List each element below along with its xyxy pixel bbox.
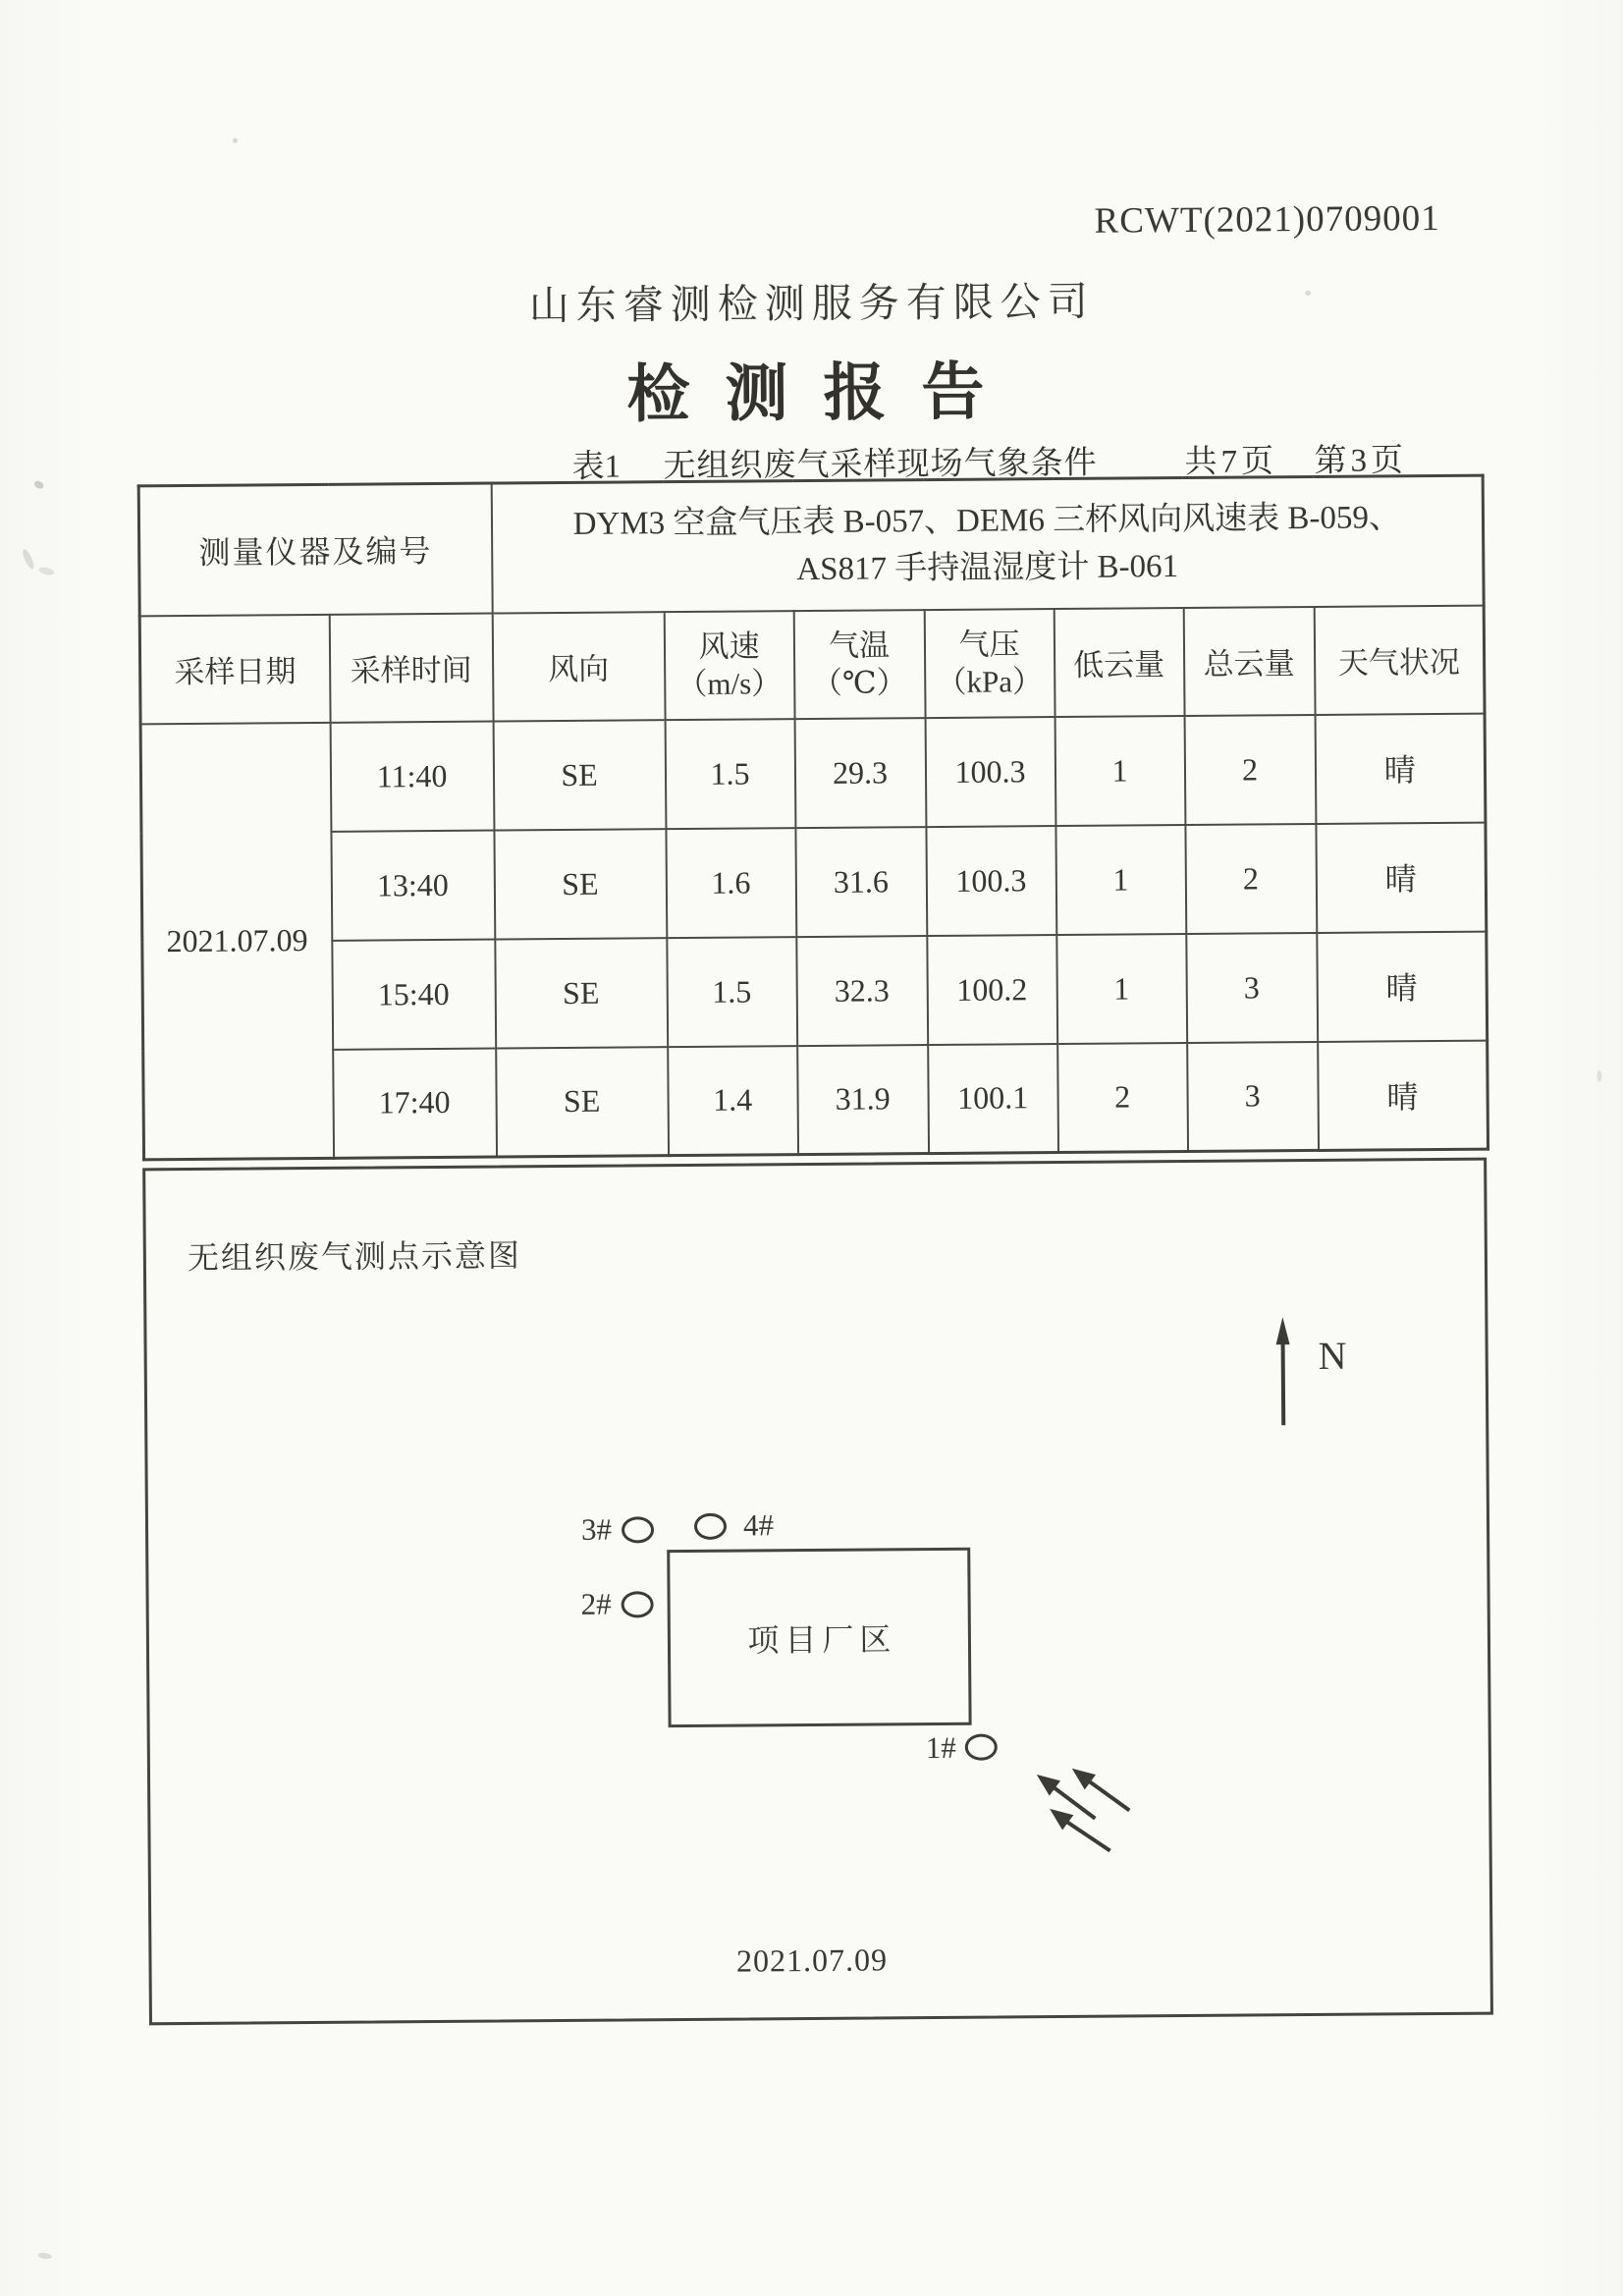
table-row [143, 1040, 1488, 1160]
cell-low-cloud: 1 [1056, 933, 1187, 1043]
col-header-low-cloud: 低云量 [1054, 608, 1184, 717]
scan-speck [21, 548, 35, 571]
cell-temp: 32.3 [796, 936, 928, 1046]
instrument-label-cell: 测量仪器及编号 [138, 483, 492, 616]
weather-conditions-table [137, 474, 1489, 1162]
scan-speck [33, 479, 45, 490]
instrument-value-cell [491, 475, 1484, 613]
col-header-temp: 气温 （℃） [793, 610, 925, 719]
cell-wind-dir: SE [495, 938, 668, 1048]
col-header-date: 采样日期 [139, 614, 330, 724]
col-header-wind-speed: 风速 （m/s） [664, 611, 794, 720]
table-caption-text: 无组织废气采样现场气象条件 [663, 445, 1098, 485]
cell-total-cloud: 2 [1185, 823, 1317, 933]
point-2-label: 2# [580, 1586, 612, 1621]
total-pages-label: 共7页 [1184, 444, 1278, 480]
cell-temp: 29.3 [794, 718, 926, 828]
cell-temp: 31.9 [797, 1045, 929, 1155]
site-label: 项目厂区 [747, 1620, 897, 1659]
scan-speck [38, 2252, 53, 2260]
scan-speck [38, 566, 55, 576]
instrument-row [138, 475, 1484, 616]
point-4-marker [694, 1513, 727, 1540]
point-3-label: 3# [580, 1511, 613, 1547]
cell-total-cloud: 2 [1184, 714, 1316, 824]
instrument-line-1: DYM3 空盒气压表 B-057、DEM6 三杯风向风速表 B-059、 [572, 500, 1402, 542]
table-row [141, 822, 1487, 942]
point-2-marker [622, 1591, 654, 1617]
cell-time: 17:40 [333, 1048, 497, 1158]
cell-weather: 晴 [1316, 822, 1487, 932]
point-1-label: 1# [925, 1729, 956, 1766]
header-row [139, 605, 1485, 724]
cell-pressure: 100.2 [927, 935, 1057, 1045]
page-title: 检测报告 [626, 356, 1020, 430]
cell-low-cloud: 1 [1055, 825, 1186, 935]
cell-time: 15:40 [332, 939, 496, 1049]
cell-total-cloud: 3 [1187, 1041, 1319, 1151]
north-arrow-icon [1266, 1311, 1306, 1434]
site-boundary-rect [667, 1548, 971, 1727]
cell-wind-speed: 1.5 [665, 719, 795, 829]
cell-temp: 31.6 [795, 827, 927, 937]
instrument-line-2: AS817 手持温湿度计 B-061 [796, 548, 1179, 587]
col-header-weather: 天气状况 [1314, 605, 1485, 714]
point-3-marker [622, 1516, 654, 1543]
col-header-pressure: 气压 （kPa） [924, 609, 1055, 718]
cell-weather: 晴 [1315, 713, 1486, 823]
sample-date-cell: 2021.07.09 [140, 722, 333, 1160]
cell-time: 11:40 [330, 721, 494, 831]
cell-weather: 晴 [1318, 1040, 1488, 1150]
cell-pressure: 100.3 [926, 826, 1056, 936]
cell-wind-dir: SE [496, 1047, 669, 1157]
north-label: N [1318, 1333, 1347, 1378]
col-header-wind-dir: 风向 [492, 612, 665, 721]
cell-wind-speed: 1.6 [666, 828, 796, 938]
scan-speck [233, 138, 238, 143]
point-4-label: 4# [742, 1507, 775, 1543]
table-row [142, 931, 1488, 1051]
cell-total-cloud: 3 [1186, 932, 1318, 1042]
company-name: 山东睿测检测服务有限公司 [528, 278, 1095, 329]
cell-weather: 晴 [1317, 931, 1488, 1041]
diagram-date: 2021.07.09 [735, 1941, 889, 1979]
report-number: RCWT(2021)0709001 [1094, 197, 1440, 242]
cell-wind-speed: 1.4 [668, 1046, 798, 1156]
scan-speck [1596, 1070, 1601, 1082]
cell-wind-speed: 1.5 [667, 937, 797, 1047]
diagram-title: 无组织废气测点示意图 [187, 1237, 522, 1276]
cell-low-cloud: 1 [1055, 716, 1185, 826]
scan-speck [1305, 291, 1311, 296]
cell-wind-dir: SE [493, 720, 666, 830]
cell-time: 13:40 [331, 830, 495, 940]
wind-direction-arrows-icon [877, 1752, 1153, 1872]
table-row [140, 713, 1486, 833]
cell-pressure: 100.3 [925, 717, 1055, 827]
cell-low-cloud: 2 [1057, 1042, 1188, 1152]
current-page-label: 第3页 [1314, 443, 1408, 479]
cell-wind-dir: SE [494, 829, 667, 939]
cell-pressure: 100.1 [928, 1044, 1058, 1154]
table-caption-number: 表1 [571, 449, 622, 485]
measurement-diagram [142, 1158, 1493, 2026]
col-header-time: 采样时间 [329, 613, 493, 722]
col-header-total-cloud: 总云量 [1183, 606, 1315, 715]
